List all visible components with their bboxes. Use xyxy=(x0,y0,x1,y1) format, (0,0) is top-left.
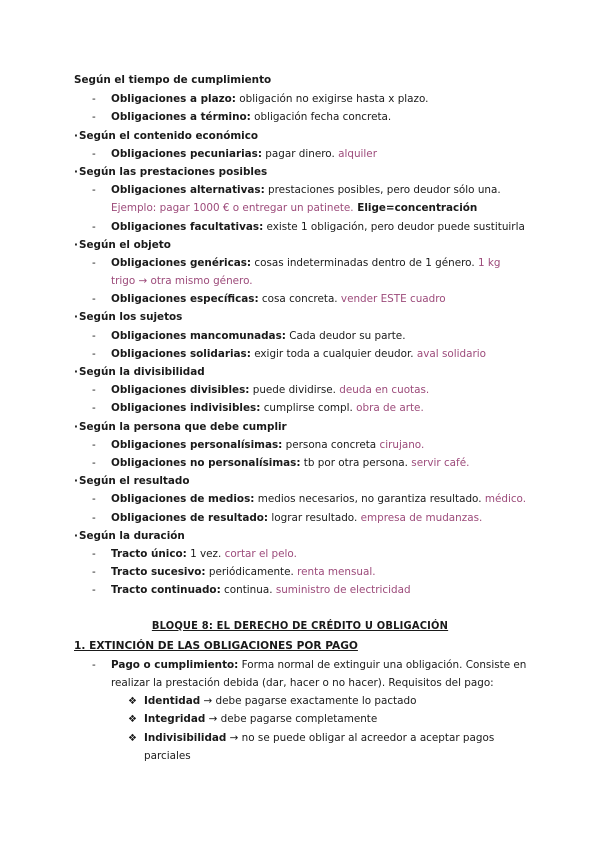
list-item: - Pago o cumplimiento: Forma normal de extinguir una obligación. Consiste en xyxy=(92,659,527,671)
section-heading: Según el tiempo de cumplimiento xyxy=(74,74,272,86)
list-item-continuation: realizar la prestación debida (dar, hacer o no hacer). Requisitos del pago: xyxy=(111,677,494,689)
list-item: - Obligaciones a término: obligación fecha concreta. xyxy=(92,111,392,123)
diamond-bullet-icon: ❖ xyxy=(128,696,137,707)
section-heading: ·Según la persona que debe cumplir xyxy=(74,421,287,433)
list-item: - Tracto sucesivo: periódicamente. renta mensual. xyxy=(92,566,376,578)
list-item: - Obligaciones genéricas: cosas indeterminadas dentro de 1 género. 1 kg xyxy=(92,257,501,269)
section-heading: ·Según las prestaciones posibles xyxy=(74,166,268,178)
bullet-item: ❖ Integridad → debe pagarse completamente xyxy=(128,710,377,729)
list-item-continuation: Ejemplo: pagar 1000 € o entregar un patinete. Elige=concentración xyxy=(111,202,478,214)
list-item-continuation: trigo → otra mismo género. xyxy=(111,275,253,287)
list-item: - Obligaciones indivisibles: cumplirse compl. obra de arte. xyxy=(92,402,424,414)
section-heading: ·Según el contenido económico xyxy=(74,130,259,142)
list-item: - Obligaciones divisibles: puede dividirse. deuda en cuotas. xyxy=(92,384,430,396)
subsection-title: 1. EXTINCIÓN DE LAS OBLIGACIONES POR PAGO xyxy=(74,640,358,652)
bullet-continuation: parciales xyxy=(144,750,191,762)
bloque-title: BLOQUE 8: EL DERECHO DE CRÉDITO U OBLIGACIÓN xyxy=(151,619,449,632)
list-item: - Tracto continuado: continua. suministro de electricidad xyxy=(92,584,411,596)
list-item: - Obligaciones facultativas: existe 1 obligación, pero deudor puede sustituirla xyxy=(92,221,525,233)
list-item: - Obligaciones a plazo: obligación no exigirse hasta x plazo. xyxy=(92,93,429,105)
list-item: - Obligaciones personalísimas: persona concreta cirujano. xyxy=(92,439,425,451)
section-heading: ·Según los sujetos xyxy=(74,311,183,323)
list-item: - Obligaciones específicas: cosa concreta. vender ESTE cuadro xyxy=(92,293,446,305)
bullet-item: ❖ Identidad → debe pagarse exactamente lo pactado xyxy=(128,692,416,711)
list-item: - Tracto único: 1 vez. cortar el pelo. xyxy=(92,548,297,560)
diamond-bullet-icon: ❖ xyxy=(128,733,137,744)
section-heading: ·Según el objeto xyxy=(74,239,171,251)
section-heading: ·Según la duración xyxy=(74,530,185,542)
bullet-item: ❖ Indivisibilidad → no se puede obligar al acreedor a aceptar pagos xyxy=(128,729,494,748)
section-heading: ·Según la divisibilidad xyxy=(74,366,205,378)
list-item: - Obligaciones de medios: medios necesarios, no garantiza resultado. médico. xyxy=(92,493,527,505)
list-item: - Obligaciones alternativas: prestaciones posibles, pero deudor sólo una. xyxy=(92,184,501,196)
list-item: - Obligaciones no personalísimas: tb por otra persona. servir café. xyxy=(92,457,470,469)
list-item: - Obligaciones solidarias: exigir toda a cualquier deudor. aval solidario xyxy=(92,348,487,360)
diamond-bullet-icon: ❖ xyxy=(128,714,137,725)
list-item: - Obligaciones pecuniarias: pagar dinero. alquiler xyxy=(92,148,377,160)
list-item: - Obligaciones de resultado: lograr resultado. empresa de mudanzas. xyxy=(92,512,483,524)
list-item: - Obligaciones mancomunadas: Cada deudor su parte. xyxy=(92,330,406,342)
section-heading: ·Según el resultado xyxy=(74,475,190,487)
